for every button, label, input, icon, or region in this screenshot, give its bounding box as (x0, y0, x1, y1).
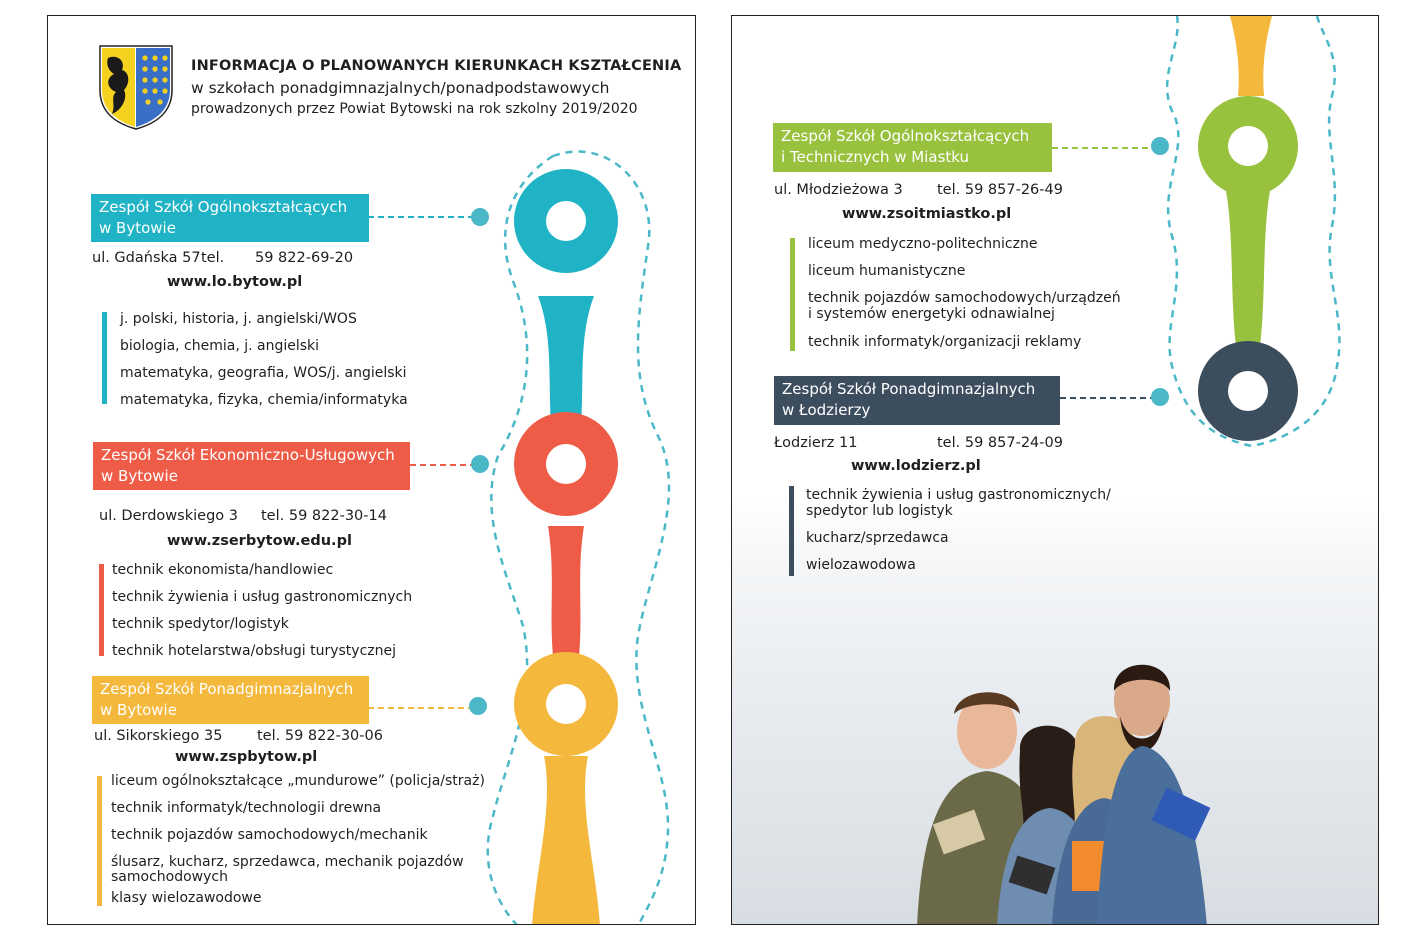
school-2-name-box (93, 442, 410, 490)
school-4-program-bar (790, 238, 795, 351)
school-5-program: technik żywienia i usług gastronomicznych/ (806, 487, 1111, 503)
school-3-program: liceum ogólnokształcące „mundurowe” (policja/straż) (111, 773, 485, 789)
school-1-address: ul. Gdańska 57 (92, 250, 201, 266)
school-3-name-l2: w Bytowie (100, 701, 177, 719)
school-5-program-bar (789, 486, 794, 576)
school-2-program: technik żywienia i usług gastronomicznych (112, 589, 413, 605)
school-2-tel: tel. 59 822-30-14 (261, 508, 387, 524)
school-4-name-l2: i Technicznych w Miastku (781, 148, 969, 166)
school-4-address: ul. Młodzieżowa 3 (774, 182, 903, 198)
school-5-program: kucharz/sprzedawca (806, 530, 949, 546)
school-2-program: technik spedytor/logistyk (112, 616, 289, 632)
right-page (731, 15, 1379, 925)
school-3-program: technik pojazdów samochodowych/mechanik (111, 827, 428, 843)
school-3-program: technik informatyk/technologii drewna (111, 800, 382, 816)
school-1-name-l2: w Bytowie (99, 219, 176, 237)
coral-connector (548, 526, 584, 666)
school-1-name-l1: Zespół Szkół Ogólnokształcących (99, 198, 348, 216)
school-4-program: i systemów energetyki odnawialnej (808, 306, 1055, 322)
school-3-address: ul. Sikorskiego 35 (94, 728, 223, 744)
school-2-www-link[interactable]: www.zserbytow.edu.pl (167, 533, 352, 549)
school-5-name-box (774, 376, 1060, 425)
school-2-address: ul. Derdowskiego 3 (99, 508, 238, 524)
school-3-program: klasy wielozawodowe (111, 890, 262, 906)
school-4-program: technik informatyk/organizacji reklamy (808, 334, 1082, 350)
school-3-program-bar (97, 776, 102, 906)
school-4-www-link[interactable]: www.zsoitmiastko.pl (842, 206, 1012, 222)
school-3-name-l1: Zespół Szkół Ponadgimnazjalnych (100, 680, 354, 698)
school-1-tel-label: tel. (201, 250, 225, 266)
teal-connector (538, 296, 594, 426)
school-1-program: biologia, chemia, j. angielski (120, 338, 320, 354)
school-5-www-link[interactable]: www.lodzierz.pl (851, 458, 981, 474)
school-1-program: matematyka, geografia, WOS/j. angielski (120, 365, 407, 381)
header-title-line2: w szkołach ponadgimnazjalnych/ponadpodstawowych (191, 79, 610, 97)
school-4-name-box (773, 123, 1052, 172)
school-2-program: technik hotelarstwa/obsługi turystycznej (112, 643, 397, 659)
school-2-program-bar (99, 564, 104, 656)
school-3-tel: tel. 59 822-30-06 (257, 728, 383, 744)
school-1-name-box (91, 194, 369, 242)
school-5-program: spedytor lub logistyk (806, 503, 953, 519)
school-5-name-l1: Zespół Szkół Ponadgimnazjalnych (782, 380, 1036, 398)
green-connector (1226, 191, 1270, 346)
school-5-tel: tel. 59 857-24-09 (937, 435, 1063, 451)
school-2-program: technik ekonomista/handlowiec (112, 562, 334, 578)
school-1-tel: 59 822-69-20 (255, 250, 354, 266)
school-5-name-l2: w Łodzierzy (782, 401, 871, 419)
school-5-address: Łodzierz 11 (774, 435, 858, 451)
school-4-tel: tel. 59 857-26-49 (937, 182, 1063, 198)
school-4-program: liceum humanistyczne (808, 263, 966, 279)
dashed-outline-left (488, 156, 553, 925)
school-1-program-bar (102, 312, 107, 404)
school-3-program: samochodowych (111, 869, 228, 885)
school-2-name-l1: Zespół Szkół Ekonomiczno-Usługowych (101, 446, 395, 464)
school-4-name-l1: Zespół Szkół Ogólnokształcących (781, 127, 1030, 145)
header-title-line3: prowadzonych przez Powiat Bytowski na rok szkolny 2019/2020 (191, 101, 638, 117)
school-1-www-link[interactable]: www.lo.bytow.pl (167, 274, 303, 290)
coat-of-arms-logo (98, 44, 174, 130)
school-3-name-box (92, 676, 369, 724)
school-3-www-link[interactable]: www.zspbytow.pl (175, 749, 318, 765)
amber-top-tail (1230, 16, 1272, 96)
school-1-program: j. polski, historia, j. angielski/WOS (120, 311, 357, 327)
school-3-program: ślusarz, kucharz, sprzedawca, mechanik pojazdów (111, 854, 464, 870)
amber-tail (532, 756, 600, 925)
school-2-name-l2: w Bytowie (101, 467, 178, 485)
school-4-program: technik pojazdów samochodowych/urządzeń (808, 290, 1121, 306)
header-title-line1: INFORMACJA O PLANOWANYCH KIERUNKACH KSZTAŁCENIA (191, 58, 682, 74)
school-5-program: wielozawodowa (806, 557, 916, 573)
school-1-program: matematyka, fizyka, chemia/informatyka (120, 392, 408, 408)
school-4-program: liceum medyczno-politechniczne (808, 236, 1038, 252)
left-page (47, 15, 696, 925)
